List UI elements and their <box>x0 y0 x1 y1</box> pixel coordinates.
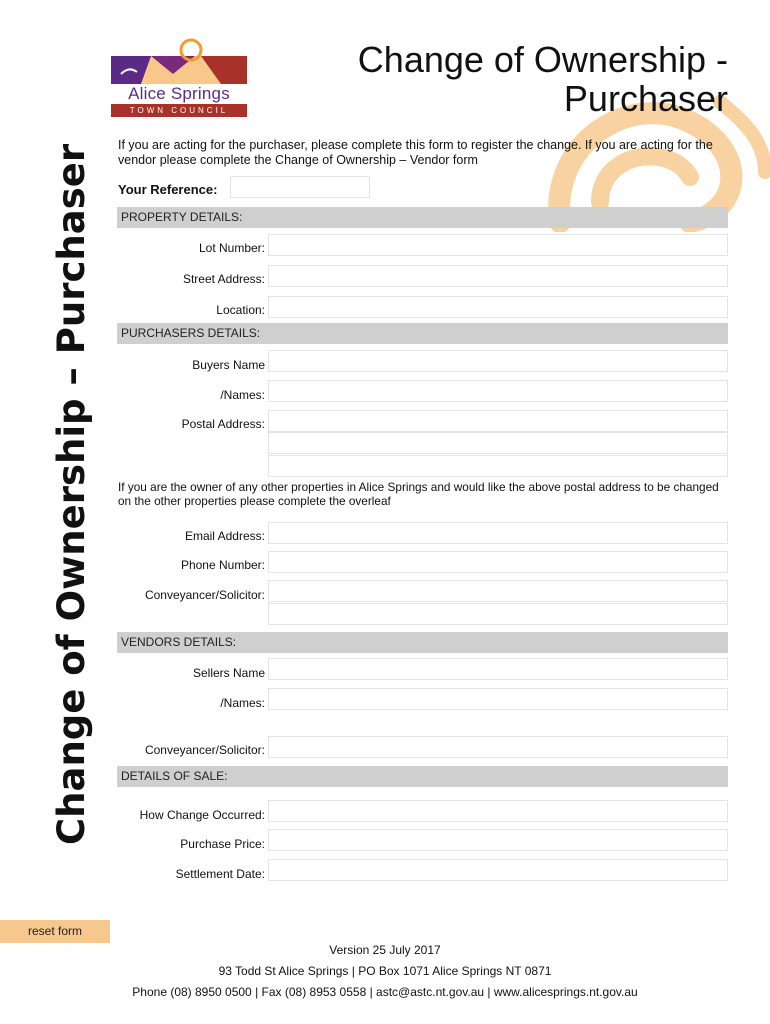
buyers-names-input[interactable] <box>268 380 728 402</box>
purchaser-conveyancer-label: Conveyancer/Solicitor: <box>144 588 265 602</box>
phone-input[interactable] <box>268 551 728 573</box>
vertical-title: Change of Ownership – Purchaser <box>50 143 93 845</box>
footer-contact: Phone (08) 8950 0500 | Fax (08) 8953 0558 | astc@astc.nt.gov.au | www.alicesprings.nt.gov.au <box>132 985 638 999</box>
lot-number-input[interactable] <box>268 234 728 256</box>
lot-number-label: Lot Number: <box>198 241 265 255</box>
location-input[interactable] <box>268 296 728 318</box>
buyers-name-input[interactable] <box>268 350 728 372</box>
sellers-name-input[interactable] <box>268 658 728 680</box>
logo-graphic <box>111 38 247 84</box>
postal-address-label: Postal Address: <box>181 417 265 431</box>
reset-form-button[interactable]: reset form <box>0 920 110 943</box>
how-change-input[interactable] <box>268 800 728 822</box>
section-vendors-details: VENDORS DETAILS: <box>117 632 728 653</box>
settlement-date-label: Settlement Date: <box>175 867 265 881</box>
your-reference-label: Your Reference: <box>118 182 218 197</box>
logo-name: Alice Springs <box>128 84 230 103</box>
vendor-conveyancer-input[interactable] <box>268 736 728 758</box>
sellers-name-label: Sellers Name <box>192 666 265 680</box>
your-reference-input[interactable] <box>230 176 370 198</box>
section-details-of-sale: DETAILS OF SALE: <box>117 766 728 787</box>
title-line-1: Change of Ownership - <box>357 39 728 80</box>
intro-text: If you are acting for the purchaser, please complete this form to register the change. If you are acting for the vendor please complete the Change of Ownership – Vendor form <box>118 138 713 167</box>
email-label: Email Address: <box>184 529 265 543</box>
vendor-conveyancer-label: Conveyancer/Solicitor: <box>144 743 265 757</box>
email-input[interactable] <box>268 522 728 544</box>
sellers-names-label: /Names: <box>220 696 265 710</box>
footer-version: Version 25 July 2017 <box>329 943 441 957</box>
how-change-label: How Change Occurred: <box>139 808 265 822</box>
postal-address-input-3[interactable] <box>268 455 728 477</box>
purchase-price-input[interactable] <box>268 829 728 851</box>
purchaser-conveyancer-input-2[interactable] <box>268 603 728 625</box>
title-line-2: Purchaser <box>563 78 728 119</box>
purchaser-conveyancer-input-1[interactable] <box>268 580 728 602</box>
sellers-names-input[interactable] <box>268 688 728 710</box>
buyers-name-label: Buyers Name <box>192 358 265 372</box>
purchase-price-label: Purchase Price: <box>180 837 265 851</box>
page-title <box>358 40 728 118</box>
logo-subtitle: TOWN COUNCIL <box>111 104 247 117</box>
postal-address-input-1[interactable] <box>268 410 728 432</box>
location-label: Location: <box>216 303 265 317</box>
buyers-names-label: /Names: <box>220 388 265 402</box>
street-address-input[interactable] <box>268 265 728 287</box>
phone-label: Phone Number: <box>180 558 265 572</box>
council-logo <box>111 38 247 118</box>
street-address-label: Street Address: <box>182 272 265 286</box>
settlement-date-input[interactable] <box>268 859 728 881</box>
section-purchasers-details: PURCHASERS DETAILS: <box>117 323 728 344</box>
postal-address-input-2[interactable] <box>268 432 728 454</box>
section-property-details: PROPERTY DETAILS: <box>117 207 728 228</box>
footer-address: 93 Todd St Alice Springs | PO Box 1071 Alice Springs NT 0871 <box>218 964 552 978</box>
other-properties-note: If you are the owner of any other properties in Alice Springs and would like the above postal address to be changed on the other properties please complete the overleaf <box>118 480 719 508</box>
